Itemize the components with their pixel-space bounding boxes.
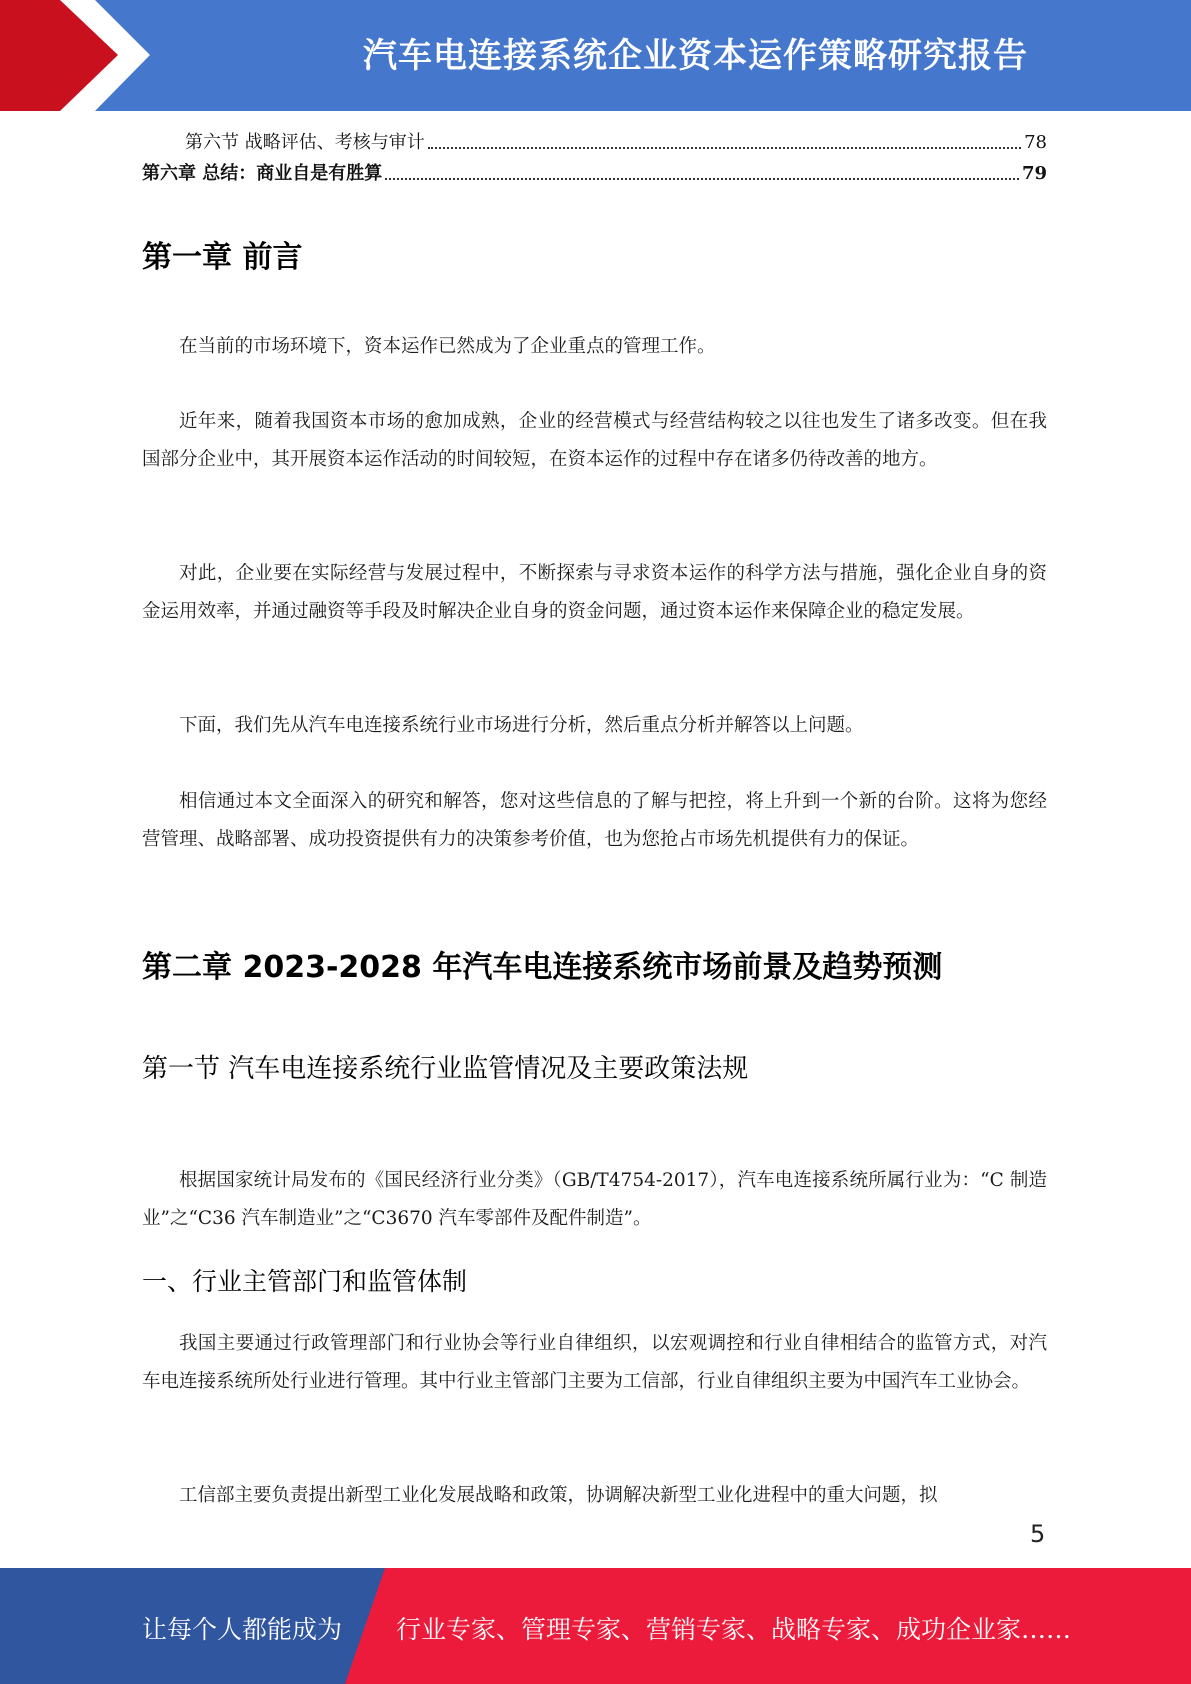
footer-slogan-left: 让每个人都能成为: [142, 1615, 343, 1644]
paragraph: 我国主要通过行政管理部门和行业协会等行业自律组织，以宏观调控和行业自律相结合的监管方式，对汽车电连接系统所处行业进行管理。其中行业主管部门主要为工信部，行业自律组织主要为中国汽车工业协会。: [142, 1333, 1047, 1392]
chapter-2-title: 第二章 2023-2028 年汽车电连接系统市场前景及趋势预测: [142, 950, 943, 985]
footer-slogan-right: 行业专家、管理专家、营销专家、战略专家、成功企业家……: [396, 1615, 1072, 1644]
paragraph: 工信部主要负责提出新型工业化发展战略和政策，协调解决新型工业化进程中的重大问题，拟: [179, 1485, 938, 1506]
report-title: 汽车电连接系统企业资本运作策略研究报告: [363, 36, 1028, 76]
paragraph: 对此，企业要在实际经营与发展过程中，不断探索与寻求资本运作的科学方法与措施，强化企业自身的资金运用效率，并通过融资等手段及时解决企业自身的资金问题，通过资本运作来保障企业的稳定发展。: [142, 563, 1047, 622]
paragraph: 近年来，随着我国资本市场的愈加成熟，企业的经营模式与经营结构较之以往也发生了诸多改变。但在我国部分企业中，其开展资本运作活动的时间较短，在资本运作的过程中存在诸多仍待改善的地方。: [142, 411, 1047, 470]
toc-leader-dots: [385, 177, 1019, 180]
page-footer: [0, 1568, 1191, 1684]
paragraph: 在当前的市场环境下，资本运作已然成为了企业重点的管理工作。: [179, 336, 716, 357]
paragraph: 下面，我们先从汽车电连接系统行业市场进行分析，然后重点分析并解答以上问题。: [179, 715, 864, 736]
toc-entry-page: 79: [1021, 163, 1047, 184]
toc-entry-chapter-6[interactable]: [142, 162, 1047, 186]
toc-entry-label: 第六章 总结：商业自是有胜算: [142, 163, 383, 184]
toc-entry-page: 78: [1024, 132, 1047, 153]
paragraph: 根据国家统计局发布的《国民经济行业分类》（GB/T4754-2017），汽车电连接系统所属行业为：“C 制造业”之“C36 汽车制造业”之“C3670 汽车零部件及配件制造”。: [142, 1170, 1047, 1229]
toc-leader-dots: [428, 146, 1021, 149]
page-number: 5: [1030, 1520, 1046, 1548]
page-header: [0, 0, 1191, 111]
toc-entry-label: 第六节 战略评估、考核与审计: [185, 132, 425, 153]
paragraph: 相信通过本文全面深入的研究和解答，您对这些信息的了解与把控，将上升到一个新的台阶。这将为您经营管理、战略部署、成功投资提供有力的决策参考价值，也为您抢占市场先机提供有力的保证。: [142, 791, 1047, 850]
subsection-1-title: 一、行业主管部门和监管体制: [142, 1267, 468, 1296]
chapter-1-title: 第一章 前言: [142, 240, 303, 275]
section-1-title: 第一节 汽车电连接系统行业监管情况及主要政策法规: [142, 1054, 749, 1084]
toc-entry-section-6[interactable]: [185, 131, 1047, 155]
